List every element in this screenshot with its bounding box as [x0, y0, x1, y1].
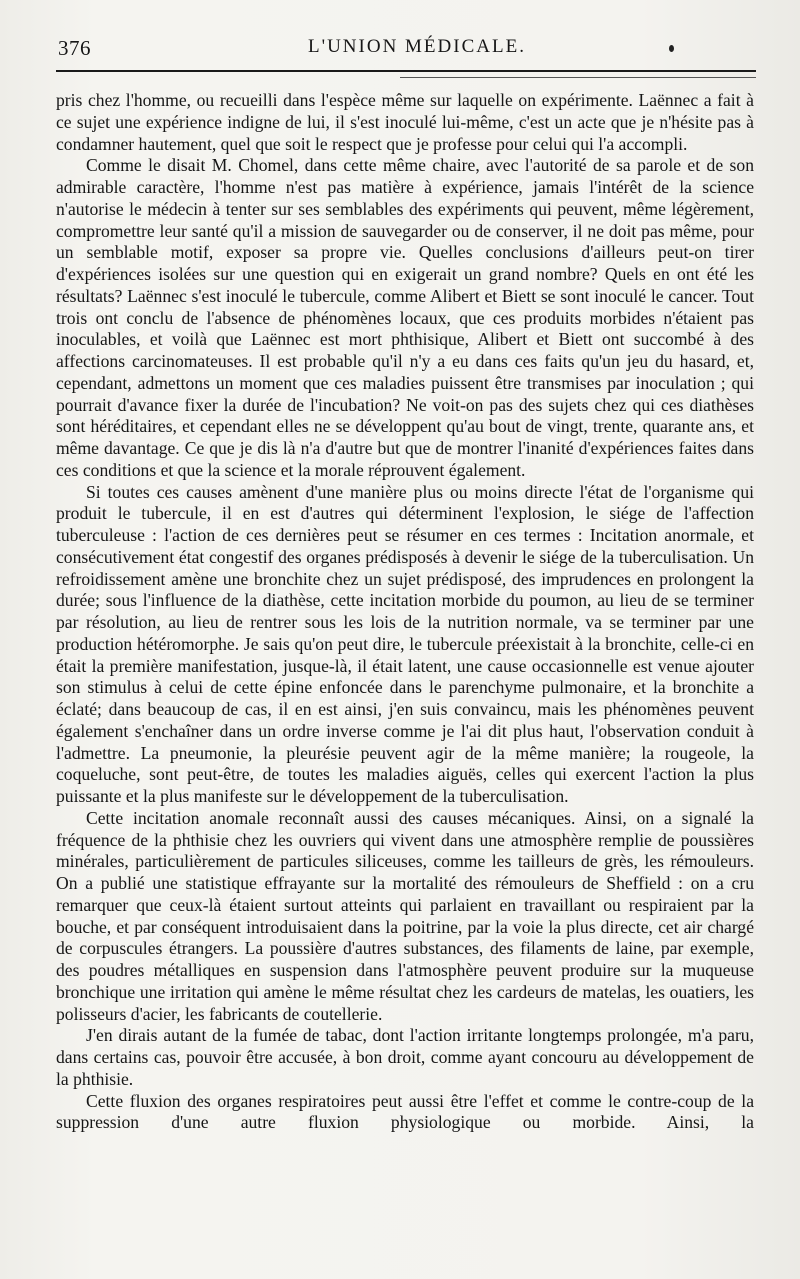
paragraph: J'en dirais autant de la fumée de tabac, dont l'action irritante longtemps prolongée, m'a paru, dans certains cas, pouvoir être accusée, à bon droit, comme ayant concouru au développement de la phthisie. [56, 1025, 754, 1089]
page-number: 376 [58, 36, 91, 60]
header-rule-thin [400, 77, 756, 78]
running-title: L'UNION MÉDICALE. [308, 36, 526, 57]
ink-speck [669, 45, 674, 52]
header-rule [56, 70, 756, 72]
page-header [52, 30, 742, 70]
paragraph: Comme le disait M. Chomel, dans cette même chaire, avec l'autorité de sa parole et de son admirable caractère, l'homme n'est pas matière à expérience, jamais l'intérêt de la science n'autorise le médecin à tenter sur ses semblables des expériments qui peuvent, même légèrement, compromettre leur santé qu'il a mission de sauvegarder ou de conserver, il ne doit pas même, pour un semblable motif, exposer sa propre vie. Quelles conclusions d'ailleurs peut-on tirer d'expériences isolées sur une question qui en exigerait un grand nombre? Quels en ont été les résultats? Laënnec s'est inoculé le tubercule, comme Alibert et Biett se sont inoculé le cancer. Tout trois ont conclu de l'absence de phénomènes locaux, que ces produits morbides n'étaient pas inoculables, et voilà que Laënnec est mort phthisique, Alibert et Biett ont succombé à des affections carcinomateuses. Il est probable qu'il n'y a eu dans ces faits qu'un jeu du hasard, et, cependant, admettons un moment que ces maladies puissent être transmises par inoculation ; qui pourrait d'avance fixer la durée de l'incubation? Ne voit-on pas des sujets chez qui ces diathèses sont héréditaires, et cependant elles ne se développent qu'au bout de vingt, trente, quarante ans, et même davantage. Ce que je dis là n'a d'autre but que de montrer l'inanité d'expériences faites dans ces conditions et que la science et la morale réprouvent également. [56, 155, 754, 480]
paragraph-continued: pris chez l'homme, ou recueilli dans l'espèce même sur laquelle on expérimente. Laënnec a fait à ce sujet une expérience indigne de lui, il s'est inoculé lui-même, c'est un acte que je n'hésite pas à condamner hautement, quel que soit le respect que je professe pour celui qui l'a accompli. [56, 90, 754, 154]
paragraph: Si toutes ces causes amènent d'une manière plus ou moins directe l'état de l'organisme qui produit le tubercule, il en est d'autres qui déterminent l'explosion, le siége de l'affection tuberculeuse : l'action de ces dernières peut se résumer en ces termes : Incitation anormale, et consécutivement état congestif des organes prédisposés à devenir le siége de la tuberculisation. Un refroidissement amène une bronchite chez un sujet prédisposé, des imprudences en prolongent la durée; sous l'influence de la diathèse, cette incitation morbide du poumon, au lieu de se terminer par résolution, au lieu de rentrer sous les lois de la nutrition normale, va se terminer par une production hétéromorphe. Je sais qu'on peut dire, le tubercule préexistait à la bronchite, celle-ci en était la première manifestation, jusque-là, il était latent, une cause occasionnelle est venue ajouter son stimulus à celui de cette épine enfoncée dans le parenchyme pulmonaire, et la bronchite a éclaté; dans beaucoup de cas, il en est ainsi, j'en suis convaincu, mais les phénomènes peuvent également s'enchaîner dans un ordre inverse comme je l'ai dit plus haut, l'observation conduit à l'admettre. La pneumonie, la pleurésie peuvent agir de la même manière; la rougeole, la coqueluche, sont peut-être, de toutes les maladies aiguës, celles qui exercent l'action la plus puissante et la plus manifeste sur le développement de la tuberculisation. [56, 481, 754, 806]
paragraph-truncated: Cette fluxion des organes respiratoires peut aussi être l'effet et comme le contre-coup de la suppression d'une autre fluxion physiologique ou morbide. Ainsi, la [56, 1090, 754, 1133]
paragraph: Cette incitation anomale reconnaît aussi des causes mécaniques. Ainsi, on a signalé la fréquence de la phthisie chez les ouvriers qui vivent dans une atmosphère remplie de poussières minérales, particulièrement de particules siliceuses, comme les tailleurs de grès, les rémouleurs. On a publié une statistique effrayante sur la mortalité des rémouleurs de Sheffield : on a cru remarquer que ceux-là étaient surtout atteints qui parlaient en travaillant ou respiraient par la bouche, et par conséquent introduisaient dans la poitrine, par la voie la plus directe, cet air chargé de corpuscules étrangers. La poussière d'autres substances, des filaments de laine, par exemple, des poudres métalliques en suspension dans l'atmosphère peuvent produire sur la muqueuse bronchique une irritation qui amène le même résultat chez les cardeurs de matelas, les ouatiers, les polisseurs d'acier, les fabricants de coutellerie. [56, 807, 754, 1024]
article-body [56, 90, 754, 1134]
